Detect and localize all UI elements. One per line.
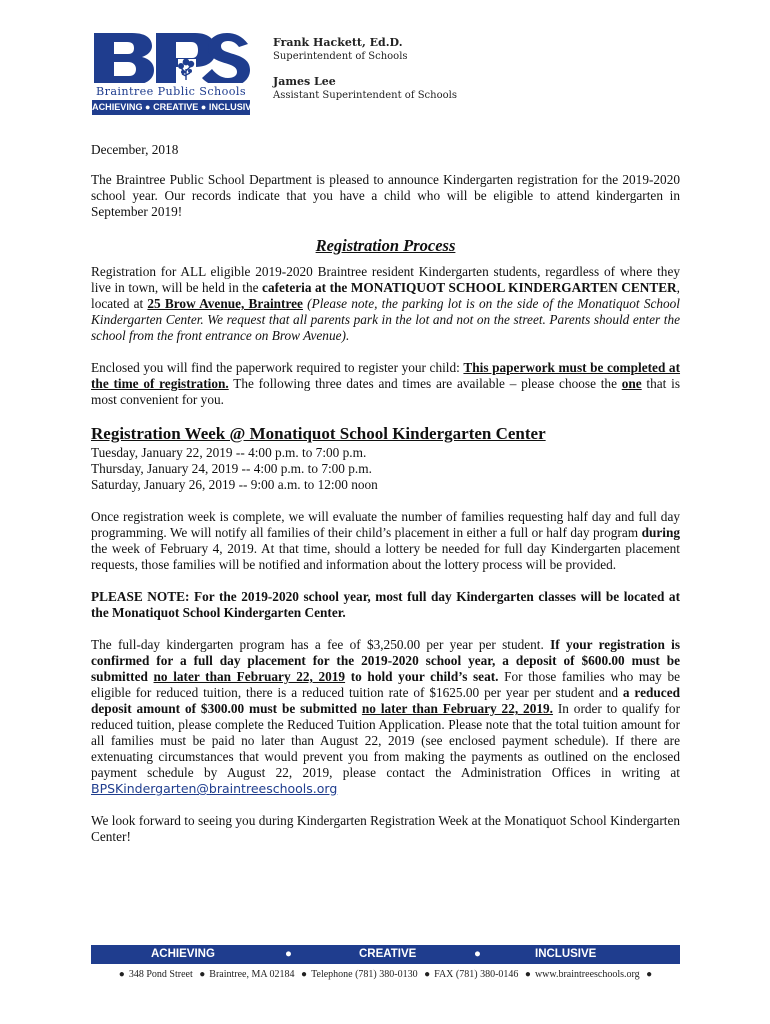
location-bold: cafeteria at the MONATIQUOT SCHOOL KINDERGARTEN CENTER <box>262 280 677 295</box>
footer-street: 348 Pond Street <box>128 969 193 980</box>
text-run: In order to qualify for reduced tuition, please complete the Reduced Tuition Application. Please note that the total tuition amount for all families must be paid no later than August 22, 2019 (see enclosed payment schedule). If there are extenuating circumstances that would prevent you from making the payments as outlined on the enclosed payment schedule by August 22, 2019, please contact the Administration Offices in writing at <box>91 701 680 780</box>
text-run: Registration for ALL eligible 2019-2020 Braintree resident Kindergarten students, regardless of where they live in town, will be held in the <box>91 264 680 295</box>
fees-paragraph <box>91 637 680 797</box>
text-run: The full-day kindergarten program has a fee of $3,250.00 per year per student. <box>91 637 551 652</box>
bullet-icon: ● <box>199 969 206 980</box>
registration-location-paragraph <box>91 264 680 344</box>
footer-telephone: Telephone (781) 380-0130 <box>311 969 418 980</box>
officials-block <box>273 36 457 103</box>
registration-dates-list <box>91 445 680 493</box>
parking-note: (Please note, the parking lot is on the side of the Monatiquot School Kindergarten Center. We request that all parents park in the lot and not on the street. Parents should enter the school from the front entrance on Brow Avenue). <box>91 296 681 343</box>
letter-body <box>91 142 680 845</box>
motto-achieving: ACHIEVING <box>151 948 215 960</box>
superintendent-name: Frank Hackett, Ed.D. <box>273 36 403 49</box>
enclosed-paperwork-paragraph <box>91 360 680 408</box>
footer-motto-bar <box>91 945 680 964</box>
footer-address-line <box>91 968 680 982</box>
hold-seat-bold: to hold your child’s seat. <box>345 669 499 684</box>
text-run: The following three dates and times are available – please choose the <box>228 376 622 391</box>
bullet-icon: ● <box>301 969 308 980</box>
tree-icon <box>178 59 196 81</box>
text-run: , located at <box>91 280 680 311</box>
motto-inclusive: INCLUSIVE <box>535 948 597 960</box>
footer-fax: FAX (781) 380-0146 <box>434 969 519 980</box>
text-run: the week of February 4, 2019. At that time, should a lottery be needed for full day Kindergarten placement requests, those families will be notified and information about the lottery process will be provided. <box>91 541 680 572</box>
footer-city: Braintree, MA 02184 <box>209 969 295 980</box>
logo-district-name: Braintree Public Schools <box>92 83 250 100</box>
assistant-superintendent-title: Assistant Superintendent of Schools <box>273 90 457 101</box>
deadline-bold-underlined: no later than February 22, 2019 <box>153 669 346 684</box>
bps-logo <box>92 31 258 115</box>
registration-date-item: Saturday, January 26, 2019 -- 9:00 a.m. to 12:00 noon <box>91 477 378 492</box>
footer-website[interactable]: www.braintreeschools.org <box>534 969 640 980</box>
assistant-superintendent-name: James Lee <box>273 75 336 88</box>
registration-date-item: Thursday, January 24, 2019 -- 4:00 p.m. to 7:00 p.m. <box>91 461 372 476</box>
bullet-icon: ● <box>524 969 531 980</box>
closing-paragraph: We look forward to seeing you during Kindergarten Registration Week at the Monatiquot School Kindergarten Center! <box>91 813 680 844</box>
registration-week-heading: Registration Week @ Monatiquot School Kindergarten Center <box>91 424 546 443</box>
deposit-bold: If your registration is confirmed for a full day placement for the 2019-2020 school year, a deposit of $600.00 must be submitted <box>91 637 680 684</box>
superintendent-title: Superintendent of Schools <box>273 51 408 62</box>
please-note-bold: PLEASE NOTE: For the 2019-2020 school year, most full day Kindergarten classes will be located at the Monatiquot School Kindergarten Center. <box>91 589 680 620</box>
motto-separator: ● <box>285 948 292 960</box>
logo-tagline: ACHIEVING ● CREATIVE ● INCLUSIVE <box>92 100 250 115</box>
text-run: Once registration week is complete, we will evaluate the number of families requesting half day and full day programming. We will notify all families of their child’s placement in either a full or half day program <box>91 509 680 540</box>
letter-date: December, 2018 <box>91 142 179 157</box>
text-run: Enclosed you will find the paperwork required to register your child: <box>91 360 464 375</box>
during-bold: during <box>641 525 680 540</box>
text-run: that is most convenient for you. <box>91 376 680 407</box>
motto-separator: ● <box>474 948 481 960</box>
reduced-deposit-bold: a reduced deposit amount of $300.00 must be submitted <box>91 685 680 716</box>
motto-creative: CREATIVE <box>359 948 417 960</box>
paperwork-required-bold: This paperwork must be completed at the time of registration. <box>91 360 681 391</box>
evaluation-paragraph <box>91 509 680 573</box>
intro-paragraph: The Braintree Public School Department is pleased to announce Kindergarten registration for the 2019-2020 school year. Our records indicate that you have a child who will be eligible to attend kindergarten in September 2019! <box>91 172 680 219</box>
bullet-icon: ● <box>118 969 125 980</box>
bullet-icon: ● <box>646 969 653 980</box>
registration-date-item: Tuesday, January 22, 2019 -- 4:00 p.m. to 7:00 p.m. <box>91 445 367 460</box>
bps-letters-graphic <box>92 31 250 87</box>
reduced-deadline-bold-underlined: no later than February 22, 2019. <box>361 701 553 716</box>
registration-process-title: Registration Process <box>315 236 456 255</box>
one-bold: one <box>621 376 642 391</box>
address-bold: 25 Brow Avenue, Braintree <box>147 296 303 311</box>
bullet-icon: ● <box>424 969 431 980</box>
text-run: For those families who may be eligible for reduced tuition, there is a reduced tuition rate of $1625.00 per year per student and <box>91 669 680 700</box>
please-note-paragraph <box>91 589 680 621</box>
kindergarten-email-link[interactable]: BPSKindergarten@braintreeschools.org <box>91 781 338 796</box>
